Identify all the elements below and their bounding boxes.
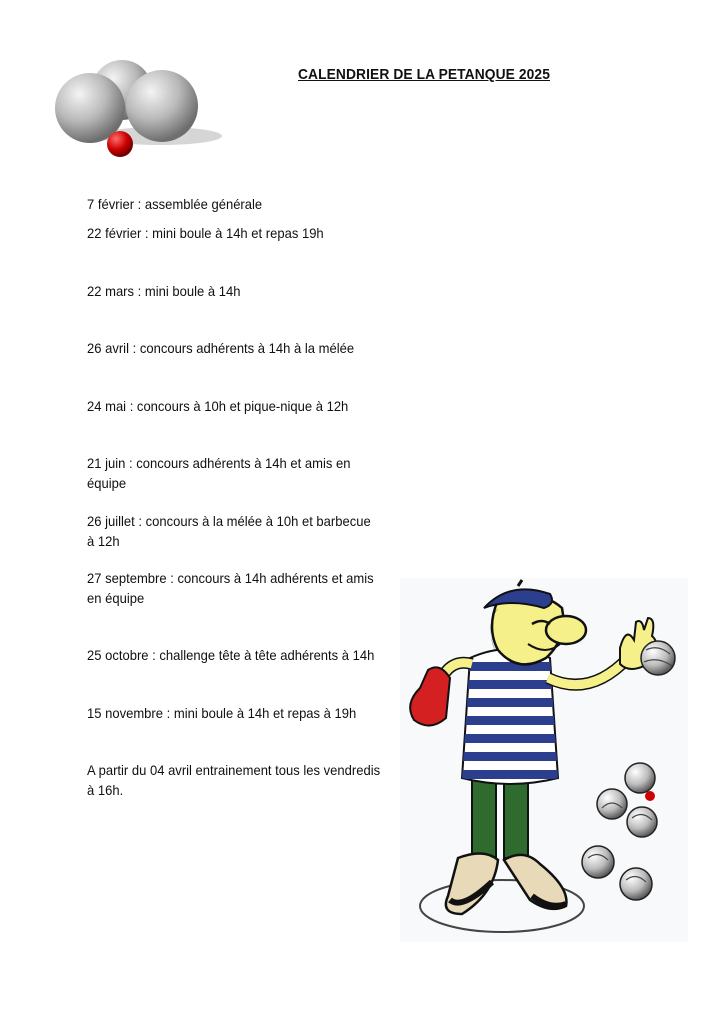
page-title: CALENDRIER DE LA PETANQUE 2025 [298, 66, 550, 83]
event-line: 24 mai : concours à 10h et pique-nique à 12h [87, 398, 349, 414]
event-line: 22 février : mini boule à 14h et repas 19h [87, 225, 324, 241]
event-line: 27 septembre : concours à 14h adhérents et amis en équipe [87, 570, 374, 606]
event-line: 15 novembre : mini boule à 14h et repas à 19h [87, 705, 357, 721]
event-line: 25 octobre : challenge tête à tête adhérents à 14h [87, 647, 375, 663]
event-line: 26 juillet : concours à la mélée à 10h et barbecue à 12h [87, 513, 371, 549]
petanque-player-cartoon-icon [400, 578, 688, 942]
event-line: 26 avril : concours adhérents à 14h à la mélée [87, 340, 355, 356]
event-line: A partir du 04 avril entrainement tous les vendredis à 16h. [87, 762, 381, 798]
event-line: 22 mars : mini boule à 14h [87, 283, 241, 299]
event-line: 7 février : assemblée générale [87, 196, 263, 212]
event-line: 21 juin : concours adhérents à 14h et amis en équipe [87, 455, 351, 491]
petanque-balls-icon [52, 56, 224, 162]
